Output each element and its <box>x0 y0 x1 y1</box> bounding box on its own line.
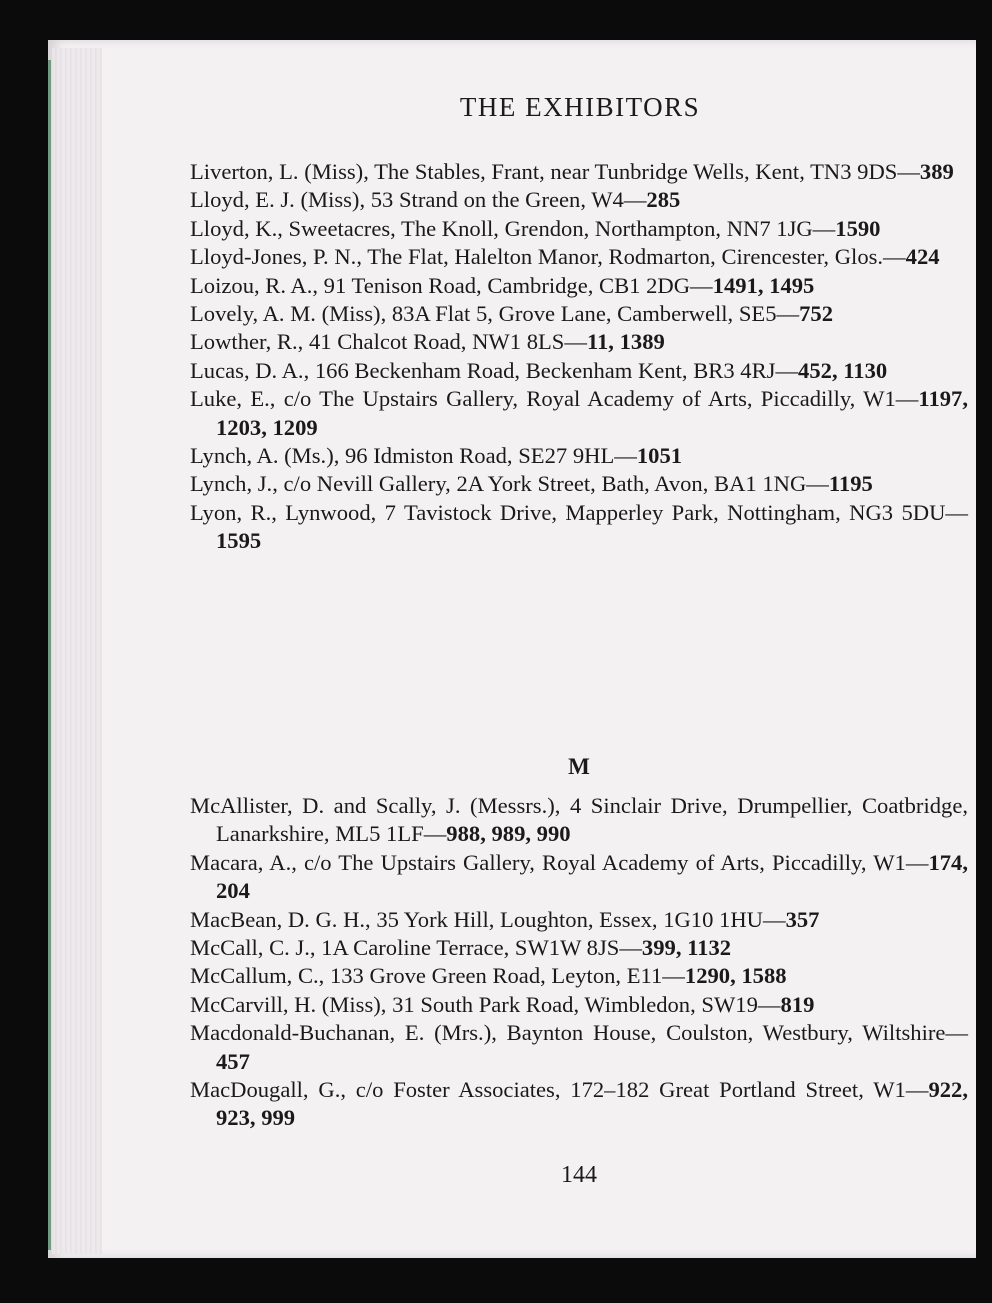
exhibitor-entry: Liverton, L. (Miss), The Stables, Frant, near Tunbridge Wells, Kent, TN3 9DS—389 <box>190 159 954 184</box>
entries-m-section <box>190 792 968 1133</box>
exhibitor-entry: MacBean, D. G. H., 35 York Hill, Loughton, Essex, 1G10 1HU—357 <box>190 906 820 932</box>
exhibitor-entry: Lovely, A. M. (Miss), 83A Flat 5, Grove Lane, Camberwell, SE5—752 <box>190 301 834 327</box>
binding-edge <box>48 60 51 1250</box>
exhibitor-entry: McAllister, D. and Scally, J. (Messrs.), 4 Sinclair Drive, Drumpellier, Coatbridge, Lanarkshire, ML5 1LF—988, 989, 990 <box>190 793 968 847</box>
entries-l-section <box>190 158 968 556</box>
exhibitor-entry: Macdonald-Buchanan, E. (Mrs.), Baynton House, Coulston, Westbury, Wiltshire—457 <box>190 1020 968 1074</box>
exhibitor-entry: Lloyd-Jones, P. N., The Flat, Halelton Manor, Rodmarton, Cirencester, Glos.—424 <box>190 244 940 270</box>
page-header: THE EXHIBITORS <box>459 92 701 122</box>
exhibitor-entry: Lowther, R., 41 Chalcot Road, NW1 8LS—11, 1389 <box>190 329 665 355</box>
exhibitor-entry: Lynch, A. (Ms.), 96 Idmiston Road, SE27 9HL—1051 <box>190 443 683 469</box>
exhibitor-entry: Lloyd, E. J. (Miss), 53 Strand on the Green, W4—285 <box>190 187 681 213</box>
section-letter: M <box>568 754 590 779</box>
exhibitor-entry: Luke, E., c/o The Upstairs Gallery, Royal Academy of Arts, Piccadilly, W1—1197, 1203, 1209 <box>190 386 968 440</box>
exhibitor-entry: Lloyd, K., Sweetacres, The Knoll, Grendon, Northampton, NN7 1JG—1590 <box>190 215 881 241</box>
exhibitor-entry: McCarvill, H. (Miss), 31 South Park Road, Wimbledon, SW19—819 <box>190 991 815 1017</box>
exhibitor-entry: MacDougall, G., c/o Foster Associates, 172–182 Great Portland Street, W1—922, 923, 999 <box>190 1077 968 1131</box>
exhibitor-entry: Loizou, R. A., 91 Tenison Road, Cambridge, CB1 2DG—1491, 1495 <box>190 272 815 298</box>
exhibitor-entry: Lynch, J., c/o Nevill Gallery, 2A York Street, Bath, Avon, BA1 1NG—1195 <box>190 471 873 497</box>
exhibitor-entry: Lyon, R., Lynwood, 7 Tavistock Drive, Mapperley Park, Nottingham, NG3 5DU—1595 <box>190 499 968 554</box>
page-number: 144 <box>561 1162 597 1188</box>
page-edges <box>52 48 102 1254</box>
exhibitor-entry: McCall, C. J., 1A Caroline Terrace, SW1W 8JS—399, 1132 <box>190 935 732 961</box>
exhibitor-entry: McCallum, C., 133 Grove Green Road, Leyton, E11—1290, 1588 <box>190 963 787 989</box>
exhibitor-entry: Macara, A., c/o The Upstairs Gallery, Royal Academy of Arts, Piccadilly, W1—174, 204 <box>190 849 968 904</box>
exhibitor-entry: Lucas, D. A., 166 Beckenham Road, Beckenham Kent, BR3 4RJ—452, 1130 <box>190 357 888 383</box>
